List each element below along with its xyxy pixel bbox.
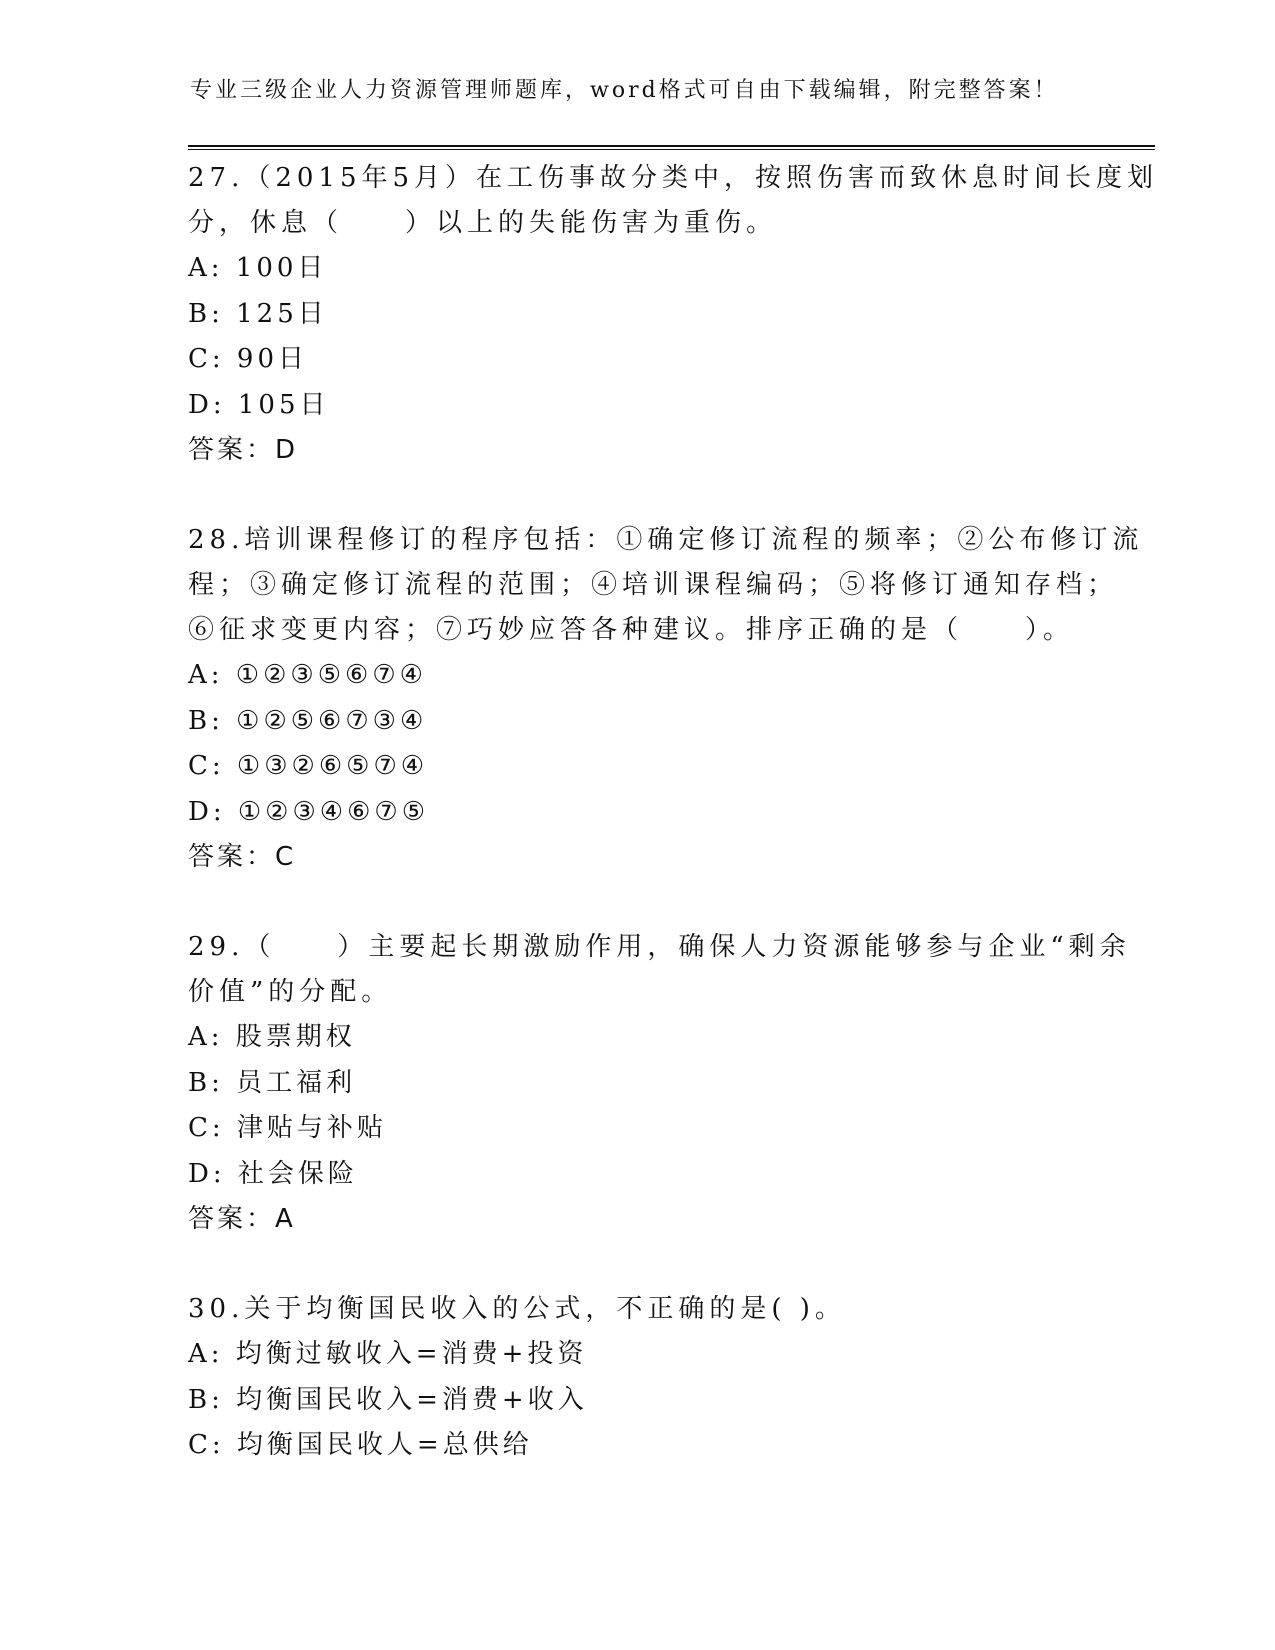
question-stem-line: 价值”的分配。 [188,977,393,1007]
answer-line: 答案：C [188,842,297,872]
question-stem-line: 程；③确定修订流程的范围；④培训课程编码；⑤将修订通知存档； [188,570,1119,600]
question-29 [188,925,1131,1242]
answer-line: 答案：A [188,1204,296,1234]
option-b: B: ①②⑤⑥⑦③④ [188,705,428,736]
header-divider [188,145,1155,150]
question-stem-line: 分，休息（ ）以上的失能伤害为重伤。 [188,208,778,238]
option-c: C: 津贴与补贴 [188,1113,387,1143]
option-a: A: ①②③⑤⑥⑦④ [188,660,427,690]
answer-line: 答案：D [188,435,299,465]
option-b: B: 员工福利 [188,1067,357,1098]
question-stem [188,156,1159,246]
question-stem-line: 30.关于均衡国民收入的公式，不正确的是( )。 [188,1294,846,1324]
question-30 [188,1287,1088,1469]
option-d: D: 105日 [188,389,330,420]
page-header: 专业三级企业人力资源管理师题库，word格式可自由下载编辑，附完整答案！ [190,78,1059,103]
question-stem [188,925,1131,1015]
option-d: D: ①②③④⑥⑦⑤ [188,796,430,827]
question-27 [188,156,1159,473]
option-b: B: 均衡国民收入=消费+收入 [188,1384,588,1415]
option-b: B: 125日 [188,298,328,329]
option-a: A: 100日 [188,253,328,283]
question-stem [188,1287,1088,1332]
question-28 [188,518,1144,880]
option-c: C: 均衡国民收人=总供给 [188,1430,533,1460]
question-list [188,156,1159,1469]
option-c: C: 90日 [188,344,309,374]
question-stem-line: 27.（2015年5月）在工伤事故分类中，按照伤害而致休息时间长度划 [188,163,1159,193]
question-stem-line: 28.培训课程修订的程序包括：①确定修订流程的频率；②公布修订流 [188,525,1144,555]
question-stem-line: ⑥征求变更内容；⑦巧妙应答各种建议。排序正确的是（ ）。 [188,615,1075,645]
option-a: A: 股票期权 [188,1022,356,1052]
option-c: C: ①③②⑥⑤⑦④ [188,751,429,781]
question-stem-line: 29.（ ）主要起长期激励作用，确保人力资源能够参与企业“剩余 [188,932,1131,962]
question-stem [188,518,1144,653]
option-a: A: 均衡过敏收入=消费+投资 [188,1339,588,1369]
option-d: D: 社会保险 [188,1158,358,1189]
